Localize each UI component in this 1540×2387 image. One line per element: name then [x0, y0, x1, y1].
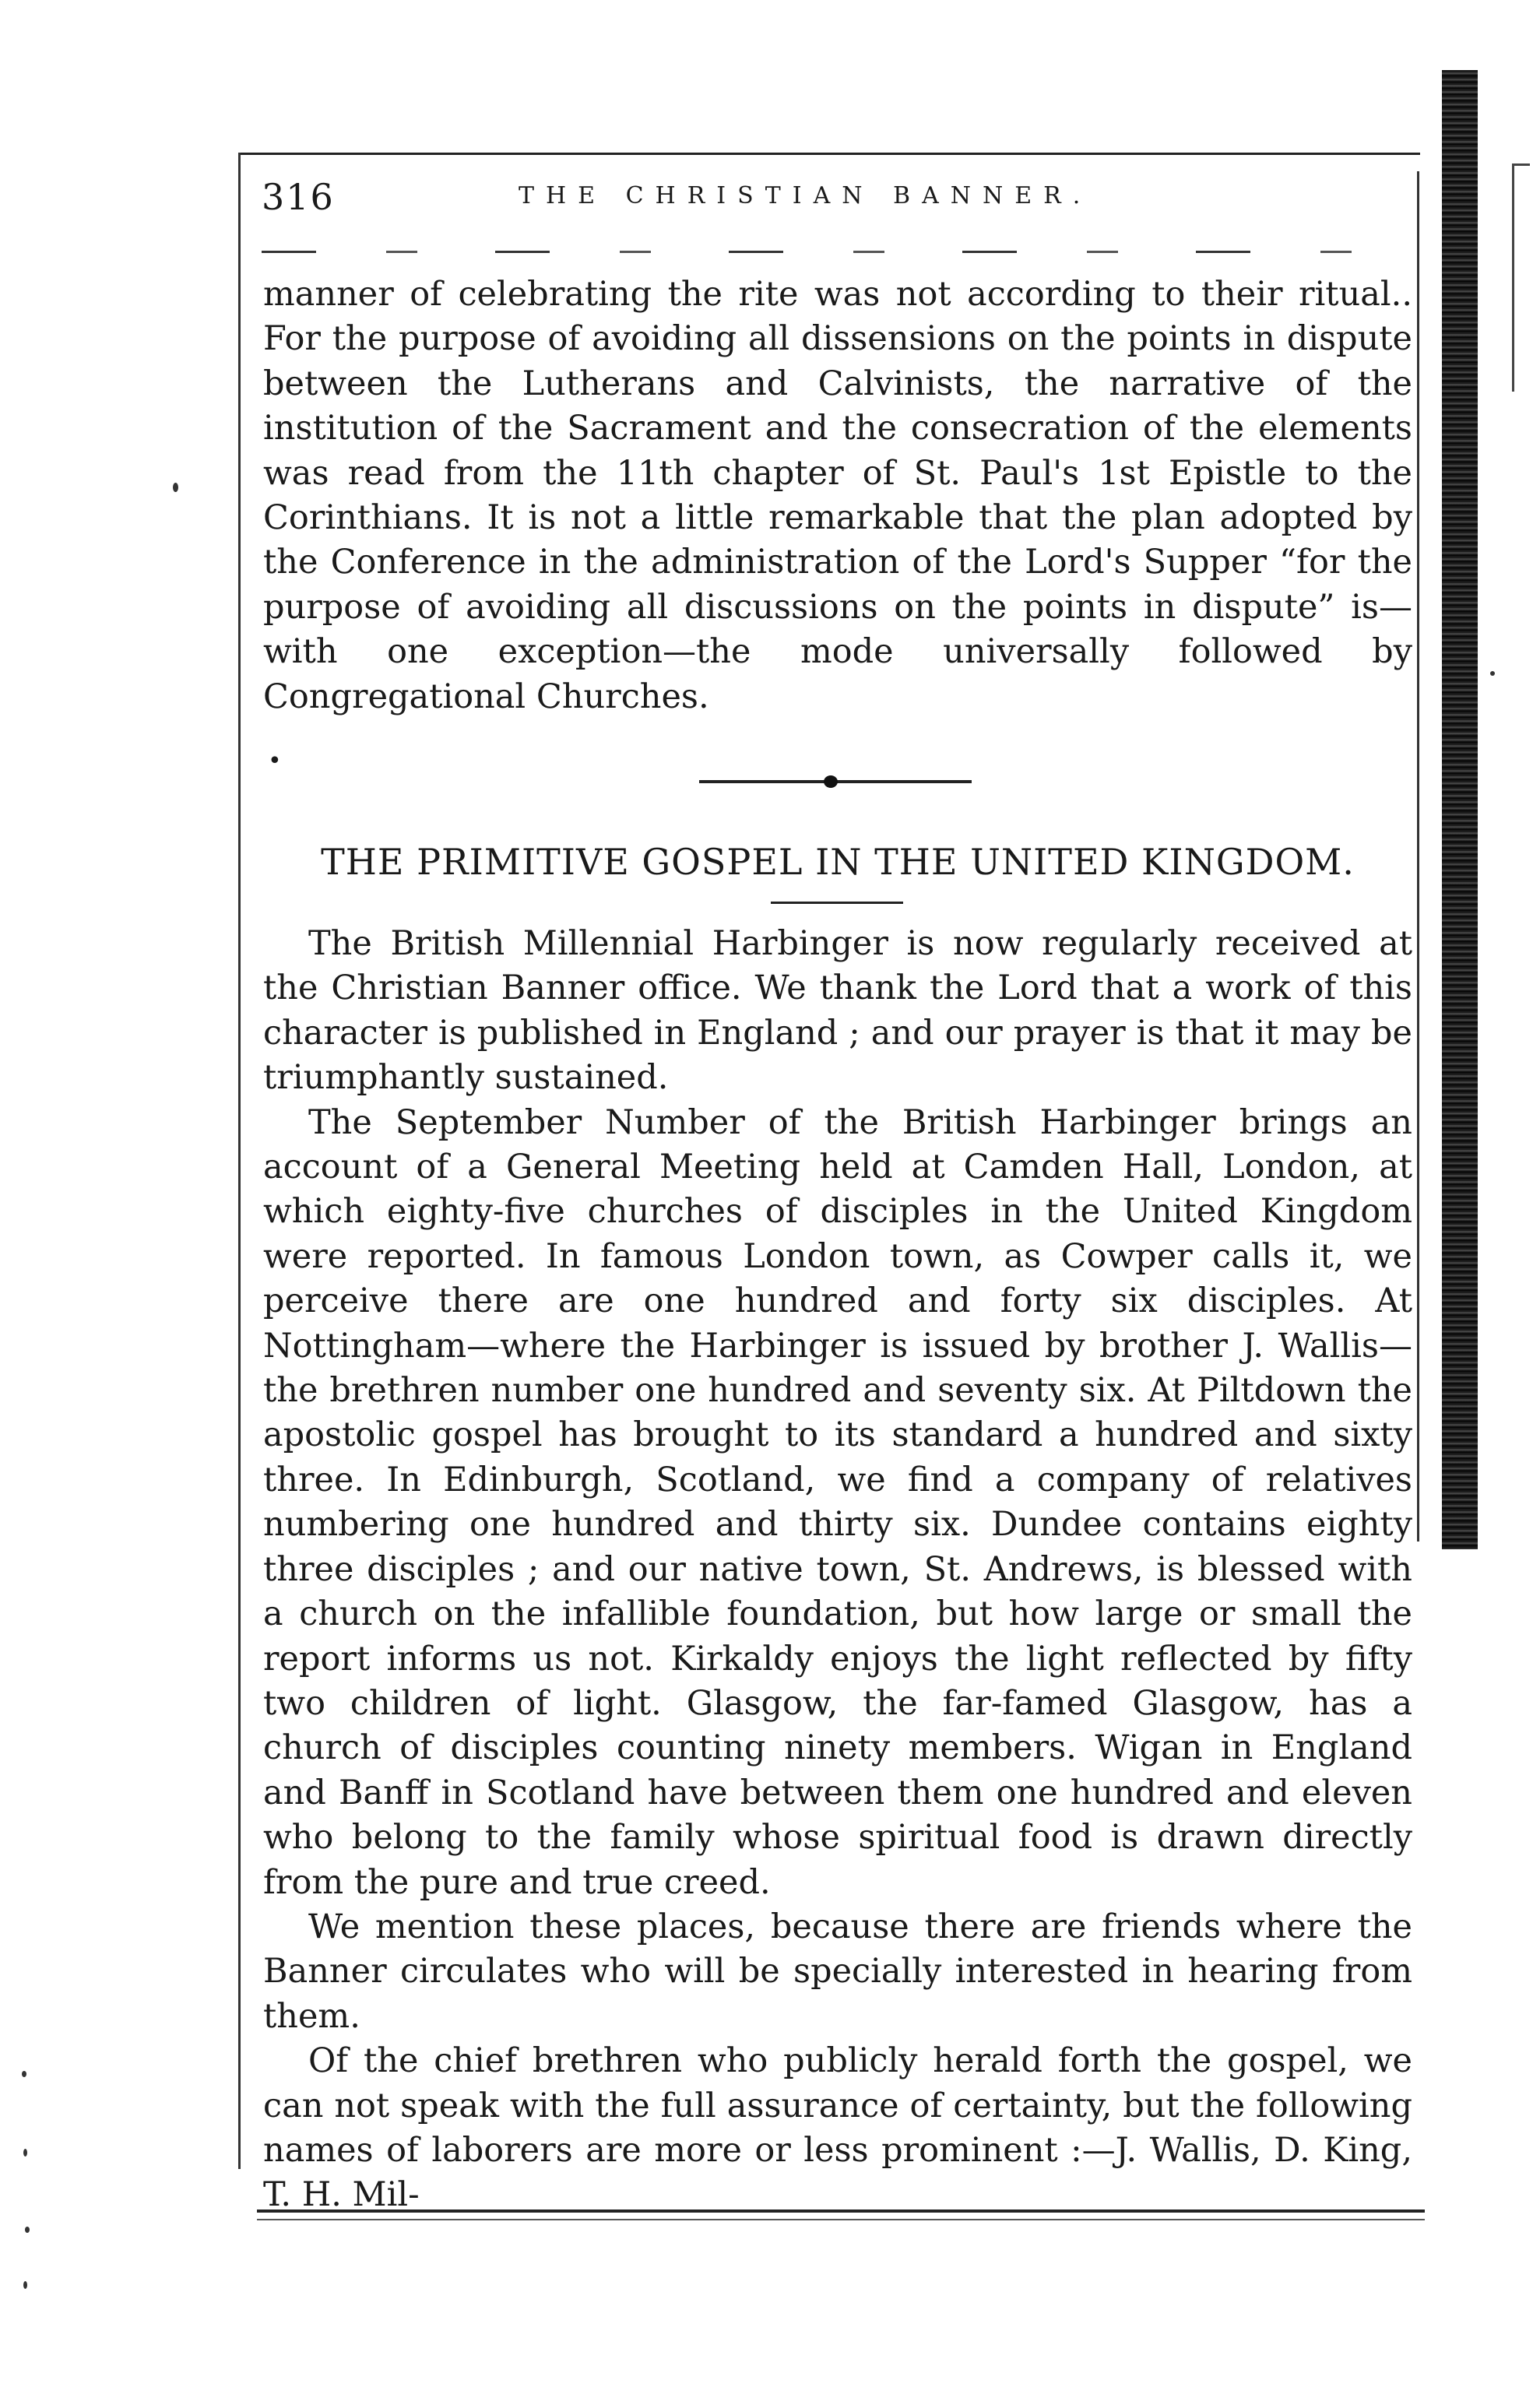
frame-left-rule: [238, 153, 241, 2169]
page-curl: [1512, 163, 1530, 392]
frame-top-rule: [238, 153, 1420, 155]
scan-speck: [23, 2281, 27, 2289]
frame-bottom-rule-thin: [257, 2219, 1425, 2220]
title-underline: [771, 902, 903, 904]
bullet-mark: •: [268, 747, 282, 775]
scan-speck: [22, 2071, 26, 2077]
article-paragraph: The September Number of the British Harbinger brings an account of a General Meeting held at Camden Hall, London, at which eighty-five churches of disciples in the United Kingdom were reported. In famous London town, as Cowper calls it, we perceive there are one hundred and forty six disciples. At Nottingham—where the Harbinger is issued by brother J. Wallis—the brethren number one hundred and seventy six. At Piltdown the apostolic gospel has brought to its standard a hundred and sixty three. In Edinburgh, Scotland, we find a company of relatives numbering one hundred and thirty six. Dundee contains eighty three disciples ; and our native town, St. Andrews, is blessed with a church on the infallible foundation, but how large or small the report informs us not. Kirkaldy enjoys the light reflected by fifty two children of light. Glasgow, the far-famed Glasgow, has a church of disciples counting ninety members. Wigan in England and Banff in Scotland have between them one hundred and eleven who belong to the family whose spiritual food is drawn directly from the pure and true creed.: [263, 1102, 1412, 1902]
continuation-text: [263, 272, 1412, 719]
page-header: [262, 176, 1414, 230]
article-title: THE PRIMITIVE GOSPEL IN THE UNITED KINGDOM.: [321, 841, 1355, 883]
running-title: THE CHRISTIAN BANNER.: [519, 182, 1092, 209]
scan-speck: [23, 2149, 27, 2157]
scan-speck: [25, 2227, 30, 2233]
article-paragraph: Of the chief brethren who publicly herald forth the gospel, we can not speak with the full assurance of certainty, but the following names of laborers are more or less prominent :—J. Wallis, D. King, T. H. Mil-: [263, 2041, 1412, 2215]
article-paragraph: The British Millennial Harbinger is now regularly received at the Christian Banner office. We thank the Lord that a work of this character is published in England ; and our prayer is that it may be triumphantly sustained.: [263, 924, 1412, 1098]
frame-right-rule: [1417, 171, 1419, 1542]
section-ornament-dot: [824, 775, 838, 788]
article-body: [263, 922, 1412, 2218]
continuation-paragraph: manner of celebrating the rite was not according to their ritual.. For the purpose of avoiding all dissensions on the points in dispute between the Lutherans and Calvinists, the narrative of the institution of the Sacrament and the consecration of the elements was read from the 11th chapter of St. Paul's 1st Epistle to the Corinthians. It is not a little remarkable that the plan adopted by the Conference in the administration of the Lord's Supper “for the purpose of avoiding all discussions on the points in dispute” is—with one exception—the mode universally followed by Congregational Churches.: [263, 275, 1412, 716]
scan-speck: [1490, 671, 1495, 676]
page-number: 316: [262, 176, 335, 218]
binding-edge: [1442, 70, 1478, 1549]
scan-speck: [173, 483, 178, 492]
article-paragraph: We mention these places, because there are friends where the Banner circulates who will be specially interested in hearing from them.: [263, 1907, 1412, 2036]
header-divider: [262, 251, 1414, 253]
